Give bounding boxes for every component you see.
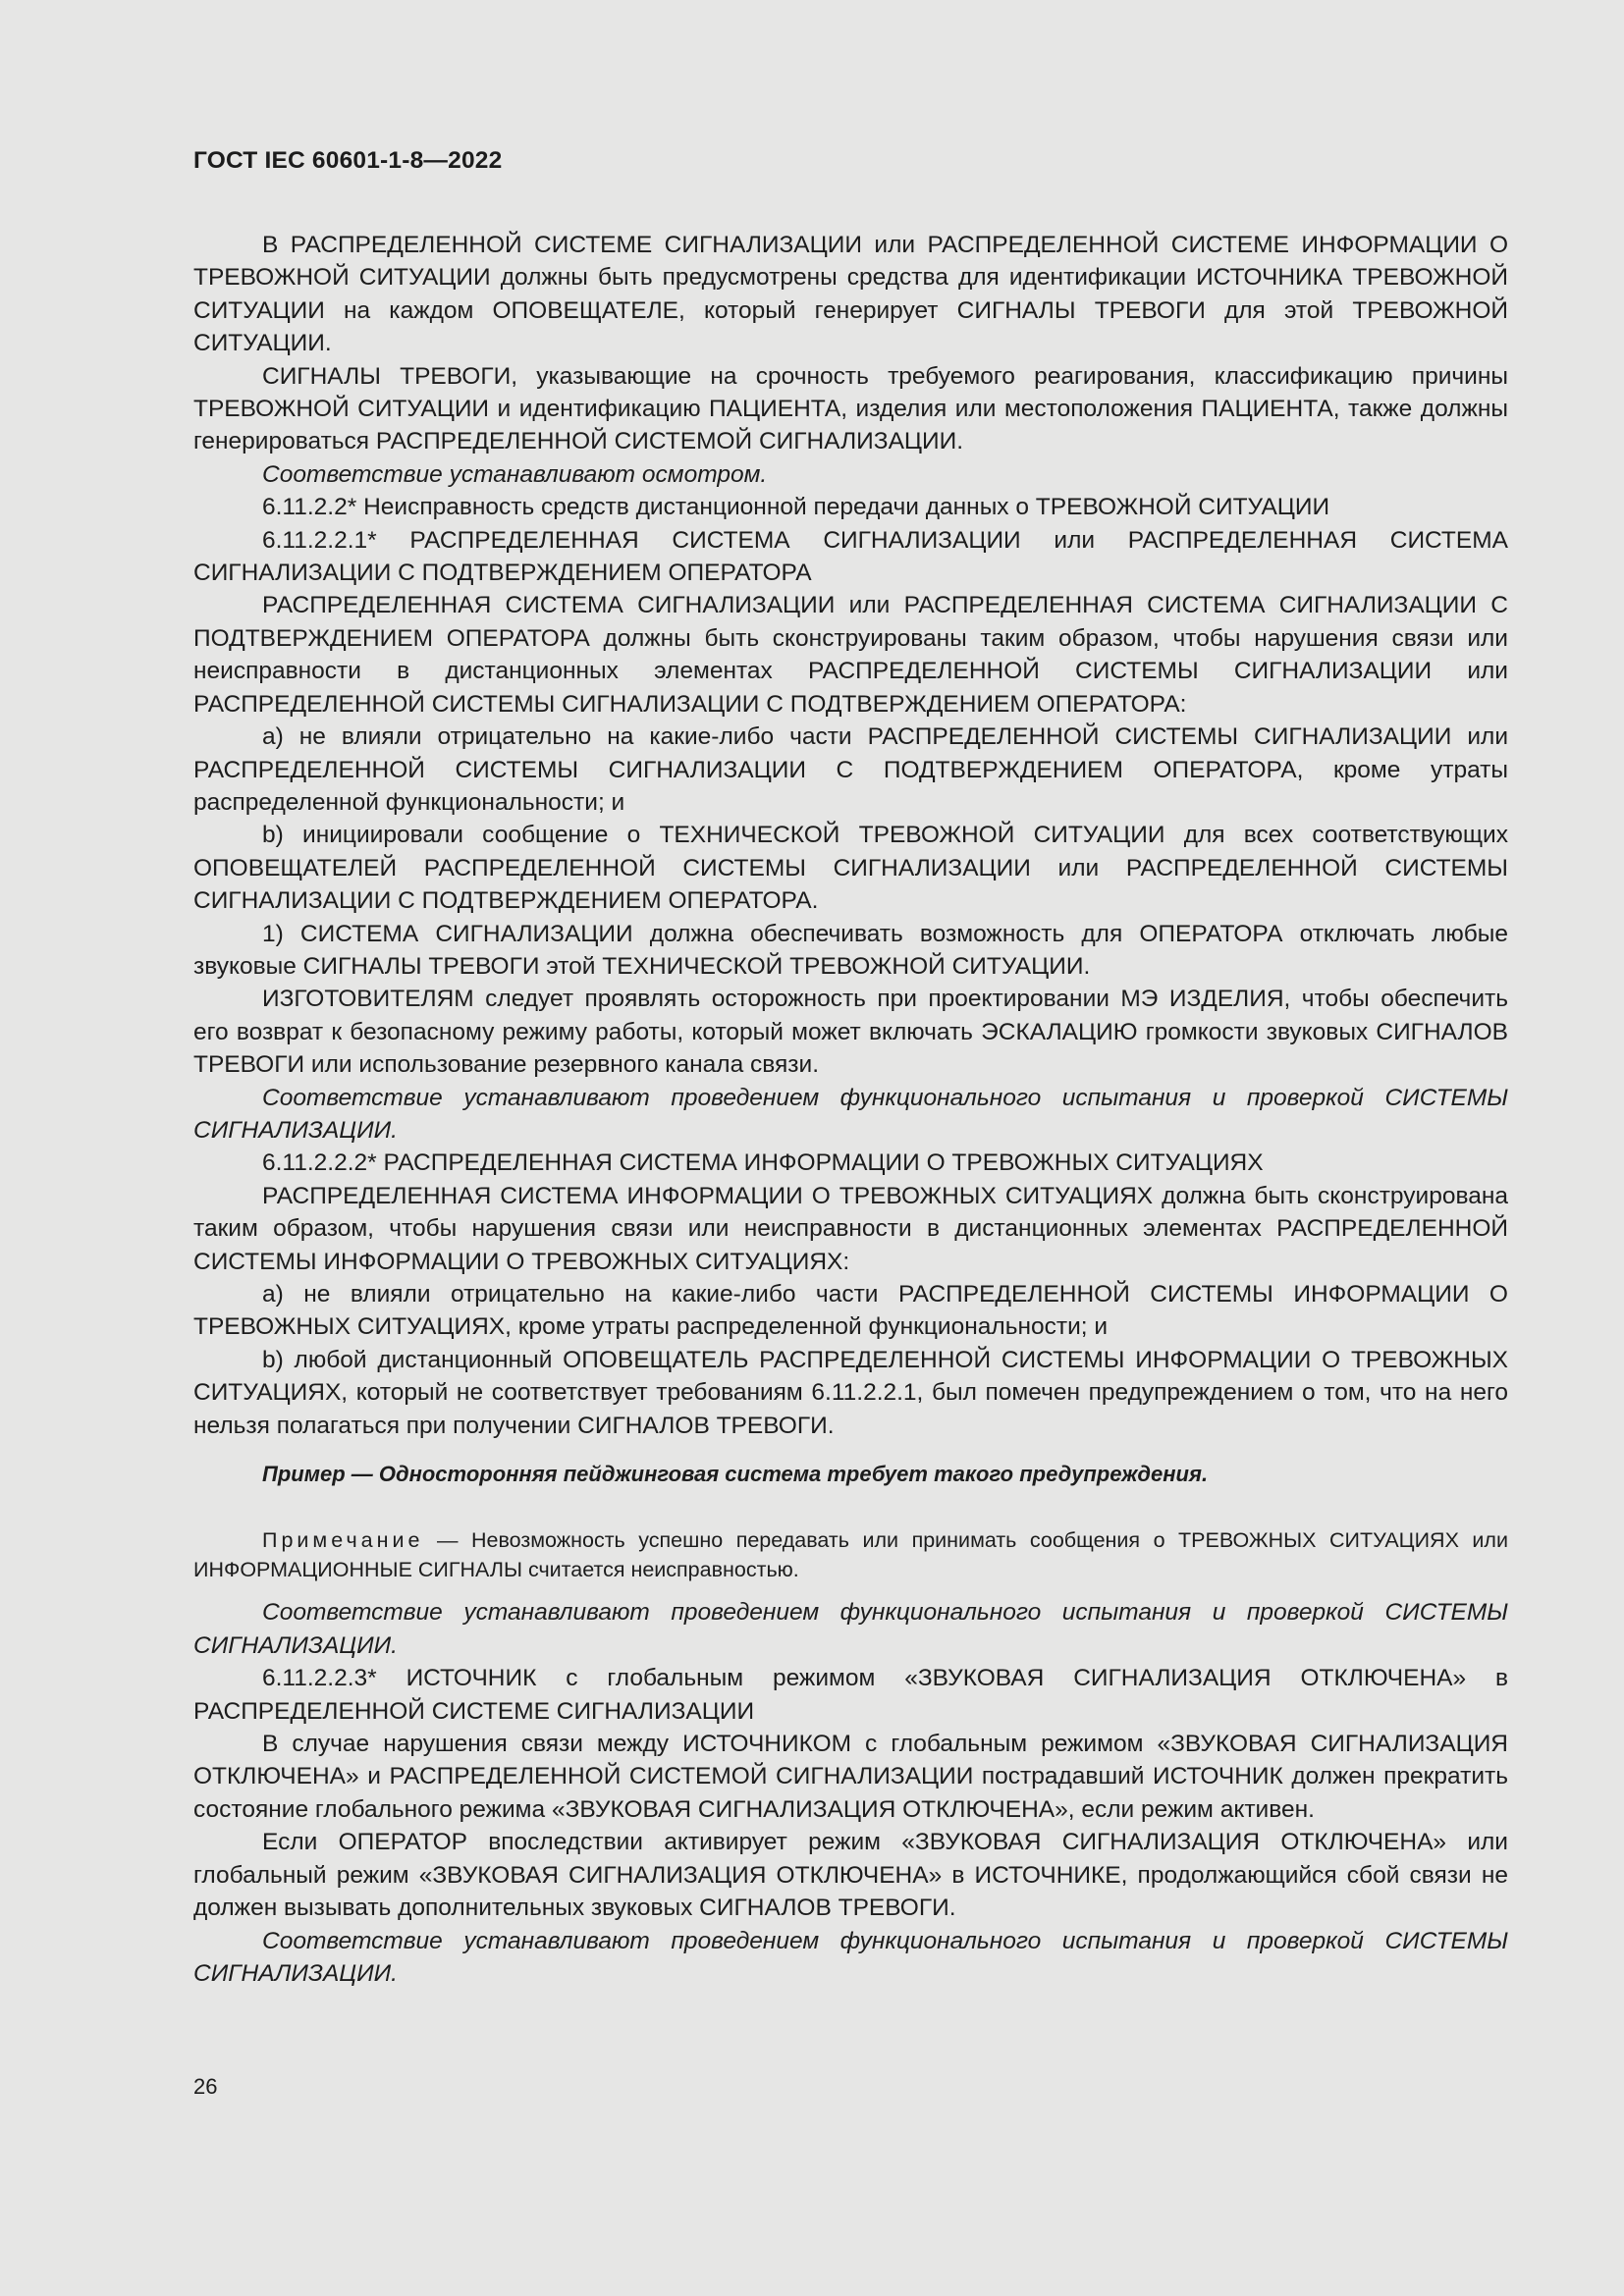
paragraph: Если ОПЕРАТОР впоследствии активирует режим «ЗВУКОВАЯ СИГНАЛИЗАЦИЯ ОТКЛЮЧЕНА» или глобальный режим «ЗВУКОВАЯ СИГНАЛИЗАЦИЯ ОТКЛЮЧЕНА» в ИСТОЧНИКЕ, продолжающийся сбой связи не должен вызывать дополнительных звуковых СИГНАЛОВ ТРЕВОГИ. (193, 1829, 1508, 1922)
paragraph: В РАСПРЕДЕЛЕННОЙ СИСТЕМЕ СИГНАЛИЗАЦИИ или РАСПРЕДЕЛЕННОЙ СИСТЕМЕ ИНФОРМАЦИИ О ТРЕВОЖНОЙ СИТУАЦИИ должны быть предусмотрены средства для идентификации ИСТОЧНИКА ТРЕВОЖНОЙ СИТУАЦИИ на каждом ОПОВЕЩАТЕЛЕ, который генерирует СИГНАЛЫ ТРЕВОГИ для этой ТРЕВОЖНОЙ СИТУАЦИИ. (193, 232, 1508, 357)
example: Пример — Односторонняя пейджинговая система требует такого предупреждения. (262, 1462, 1209, 1487)
note-text: — Невозможность успешно передавать или принимать сообщения о ТРЕВОЖНЫХ СИТУАЦИЯХ или ИНФОРМАЦИОННЫЕ СИГНАЛЫ считается неисправностью. (193, 1528, 1508, 1582)
paragraph: РАСПРЕДЕЛЕННАЯ СИСТЕМА СИГНАЛИЗАЦИИ или РАСПРЕДЕЛЕННАЯ СИСТЕМА СИГНАЛИЗАЦИИ С ПОДТВЕРЖДЕНИЕМ ОПЕРАТОРА должны быть сконструированы таким образом, чтобы нарушения связи или неисправности в дистанционных элементах РАСПРЕДЕЛЕННОЙ СИСТЕМЫ СИГНАЛИЗАЦИИ или РАСПРЕДЕЛЕННОЙ СИСТЕМЫ СИГНАЛИЗАЦИИ С ПОДТВЕРЖДЕНИЕМ ОПЕРАТОРА: (193, 592, 1508, 718)
paragraph: ИЗГОТОВИТЕЛЯМ следует проявлять осторожность при проектировании МЭ ИЗДЕЛИЯ, чтобы обеспечить его возврат к безопасному режиму работы, который может включать ЭСКАЛАЦИЮ громкости звуковых СИГНАЛОВ ТРЕВОГИ или использование резервного канала связи. (193, 986, 1508, 1079)
note (193, 1525, 1508, 1584)
compliance-statement: Соответствие устанавливают проведением функционального испытания и проверкой СИСТЕМЫ СИГНАЛИЗАЦИИ. (193, 1599, 1508, 1659)
list-item: a) не влияли отрицательно на какие-либо части РАСПРЕДЕЛЕННОЙ СИСТЕМЫ ИНФОРМАЦИИ О ТРЕВОЖНЫХ СИТУАЦИЯХ, кроме утраты распределенной функциональности; и (193, 1281, 1508, 1341)
paragraph: В случае нарушения связи между ИСТОЧНИКОМ с глобальным режимом «ЗВУКОВАЯ СИГНАЛИЗАЦИЯ ОТКЛЮЧЕНА» и РАСПРЕДЕЛЕННОЙ СИСТЕМОЙ СИГНАЛИЗАЦИИ пострадавший ИСТОЧНИК должен прекратить состояние глобального режима «ЗВУКОВАЯ СИГНАЛИЗАЦИЯ ОТКЛЮЧЕНА», если режим активен. (193, 1731, 1508, 1823)
document-body (193, 229, 1508, 1990)
section-heading: 6.11.2.2.1* РАСПРЕДЕЛЕННАЯ СИСТЕМА СИГНАЛИЗАЦИИ или РАСПРЕДЕЛЕННАЯ СИСТЕМА СИГНАЛИЗАЦИИ С ПОДТВЕРЖДЕНИЕМ ОПЕРАТОРА (193, 526, 1508, 587)
paragraph: РАСПРЕДЕЛЕННАЯ СИСТЕМА ИНФОРМАЦИИ О ТРЕВОЖНЫХ СИТУАЦИЯХ должна быть сконструирована таким образом, чтобы нарушения связи или неисправности в дистанционных элементах РАСПРЕДЕЛЕННОЙ СИСТЕМЫ ИНФОРМАЦИИ О ТРЕВОЖНЫХ СИТУАЦИЯХ: (193, 1182, 1508, 1275)
page-number: 26 (193, 2074, 218, 2099)
section-heading: 6.11.2.2.2* РАСПРЕДЕЛЕННАЯ СИСТЕМА ИНФОРМАЦИИ О ТРЕВОЖНЫХ СИТУАЦИЯХ (262, 1149, 1264, 1177)
note-label: Примечание (262, 1528, 424, 1553)
section-heading: 6.11.2.2.3* ИСТОЧНИК с глобальным режимом «ЗВУКОВАЯ СИГНАЛИЗАЦИЯ ОТКЛЮЧЕНА» в РАСПРЕДЕЛЕННОЙ СИСТЕМЕ СИГНАЛИЗАЦИИ (193, 1665, 1508, 1725)
list-item: b) любой дистанционный ОПОВЕЩАТЕЛЬ РАСПРЕДЕЛЕННОЙ СИСТЕМЫ ИНФОРМАЦИИ О ТРЕВОЖНЫХ СИТУАЦИЯХ, который не соответствует требованиям 6.11.2.2.1, был помечен предупреждением о том, что на него нельзя полагаться при получении СИГНАЛОВ ТРЕВОГИ. (193, 1346, 1508, 1439)
section-heading: 6.11.2.2* Неисправность средств дистанционной передачи данных о ТРЕВОЖНОЙ СИТУАЦИИ (262, 494, 1330, 521)
compliance-statement: Соответствие устанавливают осмотром. (262, 460, 768, 488)
list-item: a) не влияли отрицательно на какие-либо части РАСПРЕДЕЛЕННОЙ СИСТЕМЫ СИГНАЛИЗАЦИИ или РАСПРЕДЕЛЕННОЙ СИСТЕМЫ СИГНАЛИЗАЦИИ С ПОДТВЕРЖДЕНИЕМ ОПЕРАТОРА, кроме утраты распределенной функциональности; и (193, 723, 1508, 816)
list-item: b) инициировали сообщение о ТЕХНИЧЕСКОЙ ТРЕВОЖНОЙ СИТУАЦИИ для всех соответствующих ОПОВЕЩАТЕЛЕЙ РАСПРЕДЕЛЕННОЙ СИСТЕМЫ СИГНАЛИЗАЦИИ или РАСПРЕДЕЛЕННОЙ СИСТЕМЫ СИГНАЛИЗАЦИИ С ПОДТВЕРЖДЕНИЕМ ОПЕРАТОРА. (193, 822, 1508, 915)
paragraph: СИГНАЛЫ ТРЕВОГИ, указывающие на срочность требуемого реагирования, классификацию причины ТРЕВОЖНОЙ СИТУАЦИИ и идентификацию ПАЦИЕНТА, изделия или местоположения ПАЦИЕНТА, также должны генерироваться РАСПРЕДЕЛЕННОЙ СИСТЕМОЙ СИГНАЛИЗАЦИИ. (193, 362, 1508, 455)
compliance-statement: Соответствие устанавливают проведением функционального испытания и проверкой СИСТЕМЫ СИГНАЛИЗАЦИИ. (193, 1927, 1508, 1987)
list-item: 1) СИСТЕМА СИГНАЛИЗАЦИИ должна обеспечивать возможность для ОПЕРАТОРА отключать любые звуковые СИГНАЛЫ ТРЕВОГИ этой ТЕХНИЧЕСКОЙ ТРЕВОЖНОЙ СИТУАЦИИ. (193, 920, 1508, 980)
document-header: ГОСТ IEC 60601-1-8—2022 (193, 147, 503, 174)
compliance-statement: Соответствие устанавливают проведением функционального испытания и проверкой СИСТЕМЫ СИГНАЛИЗАЦИИ. (193, 1084, 1508, 1144)
